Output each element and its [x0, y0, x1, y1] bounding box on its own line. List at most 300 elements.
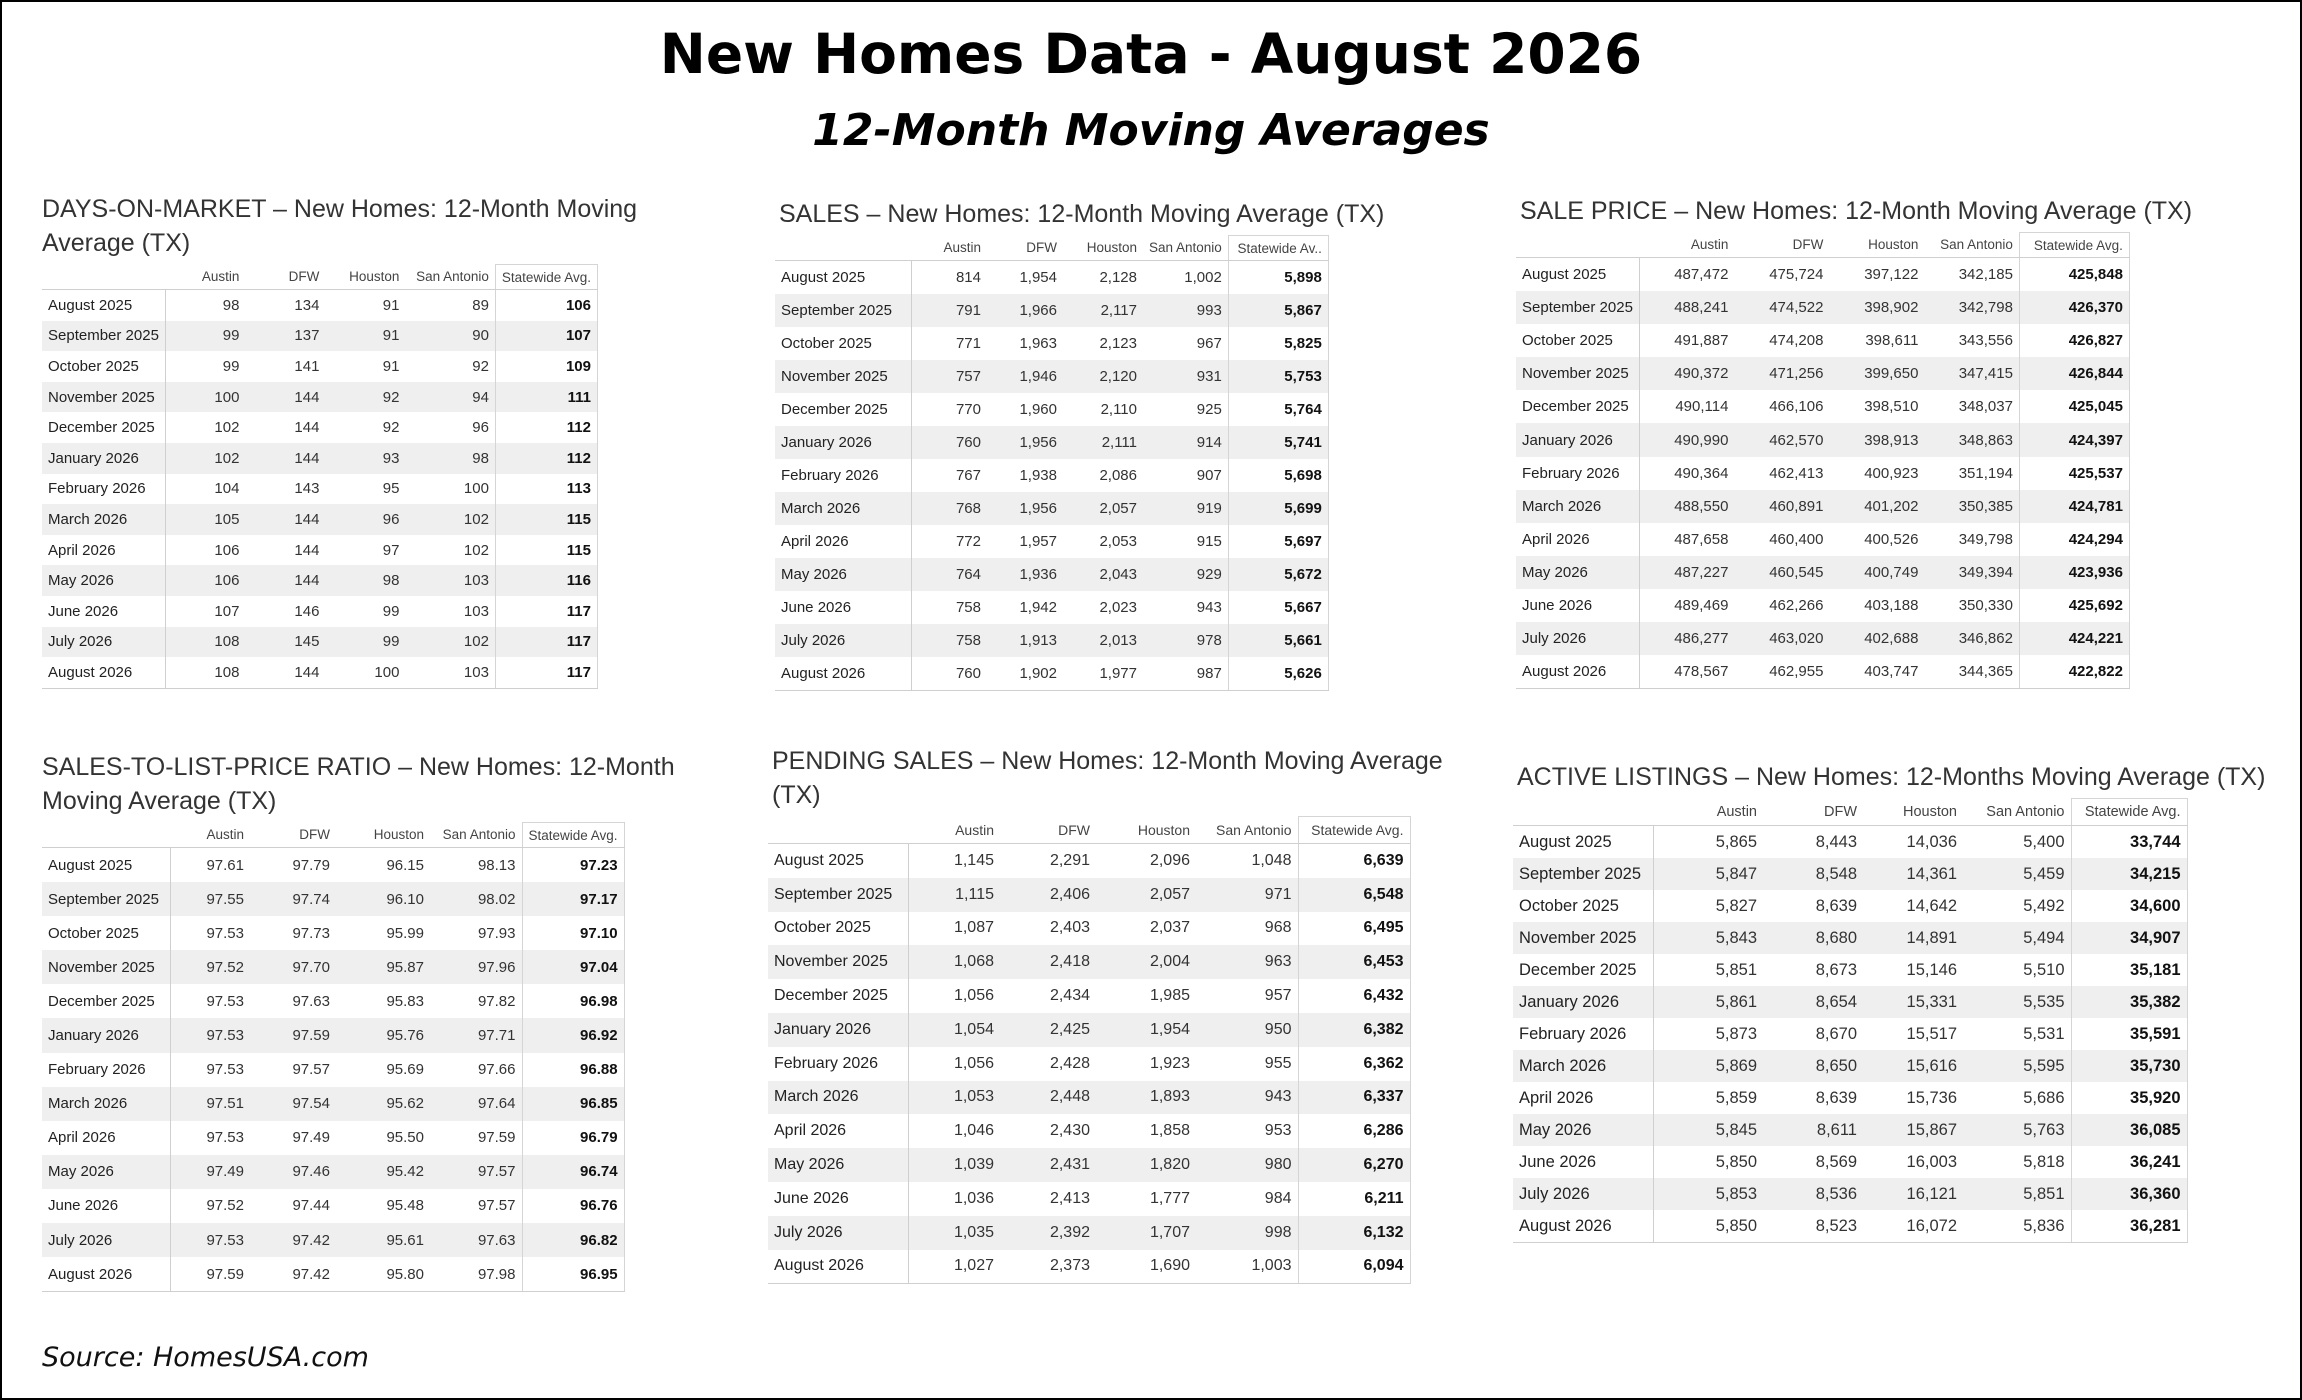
- statewide-avg-cell: 5,753: [1228, 360, 1328, 393]
- statewide-avg-cell: 96.82: [522, 1223, 624, 1257]
- table-cell: 764: [911, 558, 987, 591]
- table-cell: 462,570: [1734, 423, 1829, 456]
- table-cell: 460,891: [1734, 490, 1829, 523]
- statewide-avg-cell: 6,270: [1298, 1148, 1410, 1182]
- statewide-avg-cell: 115: [495, 504, 597, 535]
- table-row: [42, 1155, 624, 1189]
- table-cell: 141: [294, 357, 320, 375]
- table-row: [1516, 490, 2129, 523]
- table-cell: 107: [214, 602, 240, 620]
- table-cell: 2,430: [1049, 1122, 1090, 1140]
- table-cell: 98: [222, 296, 240, 314]
- table-cell: 96.15: [386, 856, 424, 874]
- row-label-month: December 2025: [775, 393, 911, 426]
- table-cell: 97.66: [477, 1061, 516, 1079]
- table-row: [1516, 589, 2129, 622]
- table-cell: 2,428: [1049, 1054, 1090, 1072]
- table-cell: 90: [405, 321, 495, 352]
- row-label-month: December 2025: [42, 412, 165, 443]
- table-cell: 348,037: [1958, 398, 2013, 416]
- table-cell: 97.59: [250, 1018, 336, 1052]
- table-cell: 97.53: [170, 1018, 250, 1052]
- sales-table: [775, 235, 1329, 691]
- table-row: [1516, 390, 2129, 423]
- statewide-avg-cell: 6,495: [1298, 912, 1410, 946]
- table-row: [42, 1018, 624, 1052]
- table-row: [1516, 523, 2129, 556]
- table-cell: 146: [294, 602, 320, 620]
- table-cell: 8,536: [1763, 1178, 1863, 1210]
- table-cell: 97.93: [477, 924, 516, 942]
- table-cell: 99: [382, 602, 400, 620]
- statewide-avg-cell: 6,094: [1298, 1250, 1410, 1284]
- table-cell: 89: [472, 296, 489, 314]
- table-cell: 108: [165, 627, 245, 658]
- statewide-avg-cell: 424,781: [2019, 490, 2129, 523]
- table-cell: 5,873: [1715, 1024, 1757, 1043]
- column-header: San Antonio: [1143, 236, 1228, 261]
- table-cell: 1,820: [1096, 1148, 1196, 1182]
- table-cell: 15,517: [1906, 1024, 1957, 1043]
- table-row: [768, 1216, 1410, 1250]
- table-cell: 103: [463, 602, 489, 620]
- table-cell: 474,208: [1769, 332, 1824, 350]
- table-row: [1513, 826, 2187, 859]
- days-on-market-title: DAYS-ON-MARKET – New Homes: 12-Month Moving Average (TX): [42, 195, 638, 257]
- table-cell: 99: [222, 357, 240, 375]
- table-cell: 967: [1196, 335, 1222, 352]
- column-header: San Antonio: [405, 265, 495, 290]
- table-cell: 99: [325, 627, 405, 658]
- table-cell: 97.98: [430, 1257, 522, 1292]
- table-cell: 103: [405, 565, 495, 596]
- table-cell: 772: [955, 533, 981, 550]
- row-label-month: February 2026: [1516, 457, 1639, 490]
- table-cell: 97.71: [430, 1018, 522, 1052]
- table-cell: 5,510: [2023, 960, 2065, 979]
- statewide-avg-cell: 424,397: [2019, 423, 2129, 456]
- table-cell: 2,291: [1049, 851, 1090, 869]
- row-label-month: April 2026: [1513, 1082, 1653, 1114]
- table-row: [768, 1182, 1410, 1216]
- table-cell: 2,448: [1000, 1081, 1096, 1115]
- row-label-month: September 2025: [1513, 858, 1653, 890]
- table-cell: 487,227: [1639, 556, 1734, 589]
- table-cell: 14,036: [1906, 832, 1957, 851]
- table-cell: 1,942: [1019, 599, 1057, 616]
- statewide-avg-cell: 34,215: [2071, 858, 2187, 890]
- table-cell: 100: [165, 382, 245, 413]
- statewide-avg-cell: 113: [495, 474, 597, 505]
- table-cell: 757: [911, 360, 987, 393]
- table-cell: 486,277: [1639, 622, 1734, 655]
- table-cell: 2,413: [1049, 1189, 1090, 1207]
- table-cell: 16,121: [1863, 1178, 1963, 1210]
- table-cell: 478,567: [1639, 655, 1734, 689]
- row-label-month: August 2025: [775, 261, 911, 295]
- column-header: Houston: [1063, 236, 1143, 261]
- table-row: [1513, 858, 2187, 890]
- table-cell: 1,956: [987, 492, 1063, 525]
- table-row: [1513, 1210, 2187, 1243]
- table-cell: 8,611: [1763, 1114, 1863, 1146]
- row-label-month: October 2025: [42, 351, 165, 382]
- table-cell: 1,946: [987, 360, 1063, 393]
- row-label-month: August 2026: [1516, 655, 1639, 689]
- table-cell: 1,027: [908, 1250, 1000, 1284]
- panel-days-on-market: [42, 192, 682, 689]
- table-row: [775, 591, 1328, 624]
- column-header: Austin: [1639, 233, 1734, 258]
- table-cell: 2,037: [1149, 919, 1190, 937]
- table-row: [775, 327, 1328, 360]
- row-label-month: June 2026: [1516, 589, 1639, 622]
- row-label-month: March 2026: [42, 1087, 170, 1121]
- table-cell: 97.73: [292, 924, 330, 942]
- table-cell: 2,053: [1099, 533, 1137, 550]
- statewide-avg-cell: 109: [495, 351, 597, 382]
- table-cell: 1,054: [908, 1013, 1000, 1047]
- statewide-avg-cell: 6,211: [1298, 1182, 1410, 1216]
- table-cell: 460,545: [1734, 556, 1829, 589]
- table-cell: 97.96: [430, 950, 522, 984]
- row-label-month: May 2026: [768, 1148, 908, 1182]
- statewide-avg-cell: 97.04: [522, 950, 624, 984]
- row-label-month: November 2025: [1513, 922, 1653, 954]
- table-cell: 5,531: [2023, 1024, 2065, 1043]
- table-cell: 144: [294, 419, 320, 437]
- table-cell: 1,053: [908, 1081, 1000, 1115]
- table-cell: 767: [955, 467, 981, 484]
- sales-to-list-ratio-title: SALES-TO-LIST-PRICE RATIO – New Homes: 12-Month Moving Average (TX): [42, 753, 675, 815]
- column-header: DFW: [245, 265, 325, 290]
- statewide-avg-cell: 422,822: [2019, 655, 2129, 689]
- table-row: [768, 1114, 1410, 1148]
- table-cell: 15,867: [1863, 1114, 1963, 1146]
- table-cell: 5,843: [1653, 922, 1763, 954]
- table-cell: 95.83: [386, 992, 424, 1010]
- column-header: Austin: [911, 236, 987, 261]
- statewide-avg-cell: 424,221: [2019, 622, 2129, 655]
- column-header: Houston: [325, 265, 405, 290]
- table-cell: 16,072: [1863, 1210, 1963, 1243]
- table-cell: 915: [1196, 533, 1222, 550]
- table-cell: 1,115: [908, 878, 1000, 912]
- table-cell: 351,194: [1958, 464, 2013, 482]
- table-row: [1513, 954, 2187, 986]
- row-label-month: January 2026: [775, 426, 911, 459]
- table-row: [42, 984, 624, 1018]
- table-cell: 342,798: [1924, 291, 2019, 324]
- table-header-row: [42, 265, 597, 290]
- panel-active-listings: [1517, 760, 2277, 1243]
- column-header: San Antonio: [430, 823, 522, 848]
- table-cell: 5,836: [1963, 1210, 2071, 1243]
- table-cell: 978: [1143, 624, 1228, 657]
- table-cell: 98.02: [430, 882, 522, 916]
- statewide-avg-cell: 36,085: [2071, 1114, 2187, 1146]
- table-cell: 92: [382, 419, 400, 437]
- column-header: Austin: [165, 265, 245, 290]
- statewide-avg-cell: 97.23: [522, 848, 624, 883]
- table-row: [1516, 655, 2129, 689]
- table-cell: 134: [294, 296, 320, 314]
- table-cell: 401,202: [1829, 490, 1924, 523]
- table-cell: 97.53: [170, 1223, 250, 1257]
- table-cell: 100: [463, 480, 489, 498]
- table-row: [42, 1223, 624, 1257]
- table-cell: 919: [1143, 492, 1228, 525]
- table-cell: 2,392: [1000, 1216, 1096, 1250]
- table-cell: 144: [245, 382, 325, 413]
- table-cell: 102: [405, 504, 495, 535]
- row-label-month: August 2026: [42, 657, 165, 688]
- table-row: [42, 950, 624, 984]
- table-row: [775, 393, 1328, 426]
- table-cell: 97.63: [292, 992, 330, 1010]
- row-label-month: March 2026: [42, 504, 165, 535]
- row-label-month: August 2025: [42, 848, 170, 883]
- table-cell: 943: [1196, 599, 1222, 616]
- table-cell: 1,954: [1096, 1013, 1196, 1047]
- table-row: [768, 1148, 1410, 1182]
- table-cell: 95.87: [336, 950, 430, 984]
- column-header: Austin: [1653, 799, 1763, 826]
- table-row: [775, 525, 1328, 558]
- table-cell: 814: [955, 269, 981, 286]
- table-cell: 2,425: [1000, 1013, 1096, 1047]
- table-cell: 91: [382, 296, 400, 314]
- table-row: [42, 627, 597, 658]
- table-row: [768, 945, 1410, 979]
- statewide-avg-cell: 33,744: [2071, 826, 2187, 859]
- row-label-month: June 2026: [775, 591, 911, 624]
- table-row: [768, 1250, 1410, 1284]
- table-cell: 488,550: [1639, 490, 1734, 523]
- table-cell: 953: [1264, 1122, 1292, 1140]
- table-cell: 2,057: [1063, 492, 1143, 525]
- table-cell: 5,459: [1963, 858, 2071, 890]
- table-row: [1513, 1178, 2187, 1210]
- table-cell: 8,639: [1815, 1088, 1857, 1107]
- row-label-month: October 2025: [42, 916, 170, 950]
- table-cell: 349,798: [1958, 530, 2013, 548]
- column-header: DFW: [250, 823, 336, 848]
- statewide-avg-cell: 36,281: [2071, 1210, 2187, 1243]
- row-label-month: November 2025: [42, 950, 170, 984]
- sales-to-list-ratio-table: [42, 822, 625, 1292]
- table-cell: 96: [472, 419, 489, 437]
- table-row: [42, 848, 624, 883]
- table-cell: 1,985: [1149, 987, 1190, 1005]
- table-cell: 8,650: [1763, 1050, 1863, 1082]
- table-cell: 8,673: [1815, 960, 1857, 979]
- table-cell: 957: [1264, 987, 1292, 1005]
- row-label-month: December 2025: [1513, 954, 1653, 986]
- row-label-month: May 2026: [1513, 1114, 1653, 1146]
- table-cell: 144: [245, 657, 325, 688]
- table-cell: 943: [1196, 1081, 1298, 1115]
- row-header-corner: [42, 265, 165, 290]
- table-cell: 99: [165, 321, 245, 352]
- statewide-avg-cell: 96.79: [522, 1121, 624, 1155]
- table-cell: 137: [245, 321, 325, 352]
- table-row: [42, 1087, 624, 1121]
- table-cell: 2,120: [1063, 360, 1143, 393]
- table-cell: 5,861: [1653, 986, 1763, 1018]
- row-label-month: January 2026: [1516, 423, 1639, 456]
- statewide-avg-cell: 96.88: [522, 1053, 624, 1087]
- table-cell: 1,046: [953, 1122, 994, 1140]
- table-row: [42, 882, 624, 916]
- row-label-month: February 2026: [768, 1047, 908, 1081]
- table-row: [775, 426, 1328, 459]
- statewide-avg-cell: 5,697: [1228, 525, 1328, 558]
- row-label-month: February 2026: [775, 459, 911, 492]
- table-cell: 97.70: [250, 950, 336, 984]
- table-cell: 398,913: [1829, 423, 1924, 456]
- statewide-avg-cell: 107: [495, 321, 597, 352]
- row-label-month: July 2026: [42, 627, 165, 658]
- statewide-avg-cell: 423,936: [2019, 556, 2129, 589]
- table-cell: 489,469: [1674, 596, 1729, 614]
- column-header: Statewide Avg.: [522, 823, 624, 848]
- panel-sales-to-list-ratio: [42, 750, 722, 1292]
- table-cell: 1,963: [1019, 335, 1057, 352]
- table-cell: 466,106: [1769, 398, 1824, 416]
- statewide-avg-cell: 35,920: [2071, 1082, 2187, 1114]
- table-cell: 8,548: [1763, 858, 1863, 890]
- table-cell: 1,956: [987, 426, 1063, 459]
- row-label-month: May 2026: [42, 1155, 170, 1189]
- row-label-month: August 2026: [768, 1250, 908, 1284]
- table-cell: 2,110: [1100, 401, 1137, 418]
- row-label-month: July 2026: [775, 624, 911, 657]
- statewide-avg-cell: 426,827: [2019, 324, 2129, 357]
- table-cell: 929: [1143, 558, 1228, 591]
- table-cell: 14,642: [1906, 896, 1957, 915]
- row-label-month: January 2026: [1513, 986, 1653, 1018]
- table-cell: 143: [294, 480, 320, 498]
- table-cell: 15,331: [1863, 986, 1963, 1018]
- table-cell: 1,003: [1196, 1250, 1298, 1284]
- table-row: [42, 596, 597, 627]
- table-cell: 1,960: [1019, 401, 1057, 418]
- statewide-avg-cell: 116: [495, 565, 597, 596]
- statewide-avg-cell: 112: [495, 412, 597, 443]
- table-row: [1516, 324, 2129, 357]
- active-listings-table: [1513, 798, 2188, 1243]
- table-cell: 5,400: [2023, 832, 2065, 851]
- table-cell: 488,241: [1639, 291, 1734, 324]
- row-label-month: August 2026: [1513, 1210, 1653, 1243]
- table-row: [775, 624, 1328, 657]
- table-cell: 102: [165, 443, 245, 474]
- statewide-avg-cell: 115: [495, 535, 597, 566]
- table-cell: 5,595: [1963, 1050, 2071, 1082]
- table-cell: 1,056: [953, 987, 994, 1005]
- table-row: [1516, 556, 2129, 589]
- table-cell: 97.49: [170, 1155, 250, 1189]
- statewide-avg-cell: 117: [495, 596, 597, 627]
- table-cell: 16,003: [1906, 1152, 1957, 1171]
- statewide-avg-cell: 6,453: [1298, 945, 1410, 979]
- statewide-avg-cell: 5,764: [1228, 393, 1328, 426]
- statewide-avg-cell: 5,867: [1228, 294, 1328, 327]
- row-label-month: November 2025: [768, 945, 908, 979]
- statewide-avg-cell: 35,591: [2071, 1018, 2187, 1050]
- table-cell: 95.80: [336, 1257, 430, 1292]
- row-label-month: January 2026: [42, 1018, 170, 1052]
- row-label-month: March 2026: [775, 492, 911, 525]
- table-row: [1516, 357, 2129, 390]
- table-cell: 1,902: [987, 657, 1063, 691]
- table-row: [42, 535, 597, 566]
- table-row: [1513, 890, 2187, 922]
- table-cell: 15,146: [1906, 960, 1957, 979]
- table-header-row: [42, 823, 624, 848]
- column-header: DFW: [1734, 233, 1829, 258]
- table-cell: 403,188: [1864, 596, 1919, 614]
- table-cell: 346,862: [1924, 622, 2019, 655]
- table-header-row: [1516, 233, 2129, 258]
- column-header: San Antonio: [1963, 799, 2071, 826]
- table-cell: 92: [325, 382, 405, 413]
- table-header-row: [768, 817, 1410, 844]
- statewide-avg-cell: 6,548: [1298, 878, 1410, 912]
- table-cell: 1,707: [1096, 1216, 1196, 1250]
- pending-sales-table: [768, 816, 1411, 1284]
- table-cell: 931: [1143, 360, 1228, 393]
- table-cell: 1,858: [1149, 1122, 1190, 1140]
- table-cell: 97.79: [292, 856, 330, 874]
- table-header-row: [775, 236, 1328, 261]
- table-cell: 342,185: [1958, 266, 2013, 284]
- table-cell: 97.82: [477, 992, 516, 1010]
- table-row: [1513, 1114, 2187, 1146]
- table-cell: 8,654: [1763, 986, 1863, 1018]
- table-cell: 97.53: [206, 1061, 244, 1079]
- table-row: [768, 1013, 1410, 1047]
- panel-sale-price: [1520, 194, 2260, 689]
- table-cell: 349,394: [1924, 556, 2019, 589]
- statewide-avg-cell: 96.92: [522, 1018, 624, 1052]
- table-cell: 768: [911, 492, 987, 525]
- row-header-corner: [1516, 233, 1639, 258]
- row-label-month: May 2026: [775, 558, 911, 591]
- table-cell: 487,472: [1674, 266, 1729, 284]
- row-label-month: July 2026: [768, 1216, 908, 1250]
- table-cell: 5,859: [1715, 1088, 1757, 1107]
- table-cell: 97.46: [250, 1155, 336, 1189]
- active-listings-title: ACTIVE LISTINGS – New Homes: 12-Months Moving Average (TX): [1517, 763, 2266, 791]
- panel-pending-sales: [772, 744, 1472, 1284]
- table-cell: 106: [214, 541, 240, 559]
- row-label-month: February 2026: [1513, 1018, 1653, 1050]
- statewide-avg-cell: 5,672: [1228, 558, 1328, 591]
- table-cell: 993: [1143, 294, 1228, 327]
- table-cell: 97.74: [250, 882, 336, 916]
- table-cell: 998: [1196, 1216, 1298, 1250]
- table-cell: 462,955: [1734, 655, 1829, 689]
- table-cell: 1,913: [987, 624, 1063, 657]
- row-label-month: September 2025: [775, 294, 911, 327]
- table-cell: 97.61: [206, 856, 244, 874]
- row-label-month: September 2025: [42, 882, 170, 916]
- table-cell: 97.54: [250, 1087, 336, 1121]
- table-cell: 2,117: [1063, 294, 1143, 327]
- table-cell: 1,977: [1063, 657, 1143, 691]
